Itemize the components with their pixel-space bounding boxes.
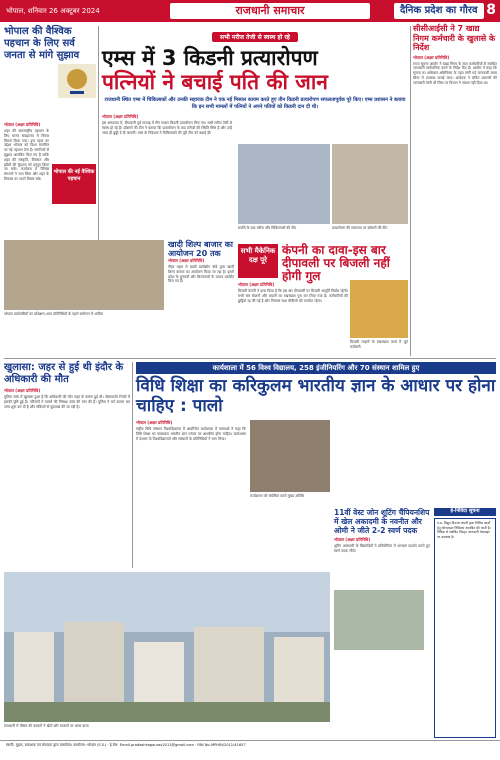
power-body: बिजली कंपनी ने दावा किया है कि इस बार दीपावली पर बिजली आपूर्ति निर्बाध रहेगी। सभी सब स्टेशनों और लाइनों का रखरखाव पूरा कर लिया गया है। कर्मचारियों की छुट्टियां रद्द की गई हैं और नियंत्रण कक्ष चौबीसों घंटे कार्यरत रहेगा। (238, 289, 348, 303)
row-divider (4, 358, 496, 359)
lead-kicker: सभी मरीज तेजी से स्वस्थ हो रहे (212, 32, 298, 42)
sport-photo (334, 590, 424, 650)
power-photo (350, 280, 408, 338)
column-divider (410, 26, 411, 356)
khadi-headline: खादी शिल्प बाजार का आयोजन 20 तक (168, 240, 233, 258)
lead-subheadline: राजधानी स्थित एम्स में चिकित्सकों और उनकी सहायक टीम ने एक नई मिसाल कायम करते हुए तीन किडनी प्रत्यारोपण सफलतापूर्वक पूरे किए। एम्स प्रशासन ने बताया कि इन सभी मामलों में पत्नियों ने अपने पतियों को किडनी दान दी थी। (104, 97, 406, 110)
page-number: 8 (486, 2, 496, 18)
masthead (0, 0, 500, 22)
right-story (413, 24, 497, 356)
lead-caption-left: सर्जरी के बाद मरीज और चिकित्सकों की टीम (238, 226, 297, 230)
khulasa-byline: भोपाल (अक्षर प्रतिनिधि) (4, 388, 41, 393)
khadi-byline: भोपाल (अक्षर प्रतिनिधि) (168, 258, 205, 263)
column-divider (132, 362, 133, 568)
notice-box (434, 518, 496, 738)
lead-headline-line2: पत्नियों ने बचाई पति की जान (102, 70, 328, 94)
vidhi-story (136, 420, 246, 570)
vidhi-photo (250, 420, 330, 492)
power-story-head (282, 243, 408, 283)
power-caption: बिजली लाइनों के रखरखाव कार्य में जुटे कर्मचारी (350, 340, 408, 349)
khulasa-body: पुलिस जांच में खुलासा हुआ है कि अधिकारी की मौत जहर के कारण हुई थी। पोस्टमार्टम रिपोर्ट में इसकी पुष्टि हुई है। परिजनों ने मामले की निष्पक्ष जांच की मांग की है। पुलिस ने मर्ग कायम कर जांच शुरू कर दी है और संदिग्धों से पूछताछ की जा रही है। (4, 395, 130, 409)
right-story-body: राज्य सूचना आयोग ने खाद्य निगम के सात कर्मचारियों से संबंधित जानकारी सार्वजनिक करने के निर्देश दिए हैं। आयोग ने कहा कि सूचना का अधिकार अधिनियम के तहत मांगी गई जानकारी समय सीमा में उपलब्ध कराई जाए। आवेदक ने लंबित प्रकरणों की जानकारी मांगी थी जिस पर विभाग ने जवाब नहीं दिया था। (413, 61, 497, 85)
lead-photo-right (332, 144, 408, 224)
issue-date: भोपाल, शनिवार 26 अक्टूबर 2024 (6, 6, 100, 15)
khadi-story (168, 240, 234, 310)
khulasa-story (4, 362, 130, 568)
vidhi-banner: कार्यशाला में 56 विश्व विद्यालय, 258 इंजीनियरिंग और 70 संस्थान शामिल हुए (136, 362, 496, 374)
power-story (238, 282, 348, 354)
right-story-headline: सीसीआईसी ने 7 खाद्य निगम कर्मचारी के खुलासे के निर्देश (413, 24, 496, 52)
vidhi-head (136, 376, 496, 420)
lead-byline: भोपाल (अक्षर प्रतिनिधि) (102, 114, 139, 119)
left-story-headline: भोपाल की वैश्विक पहचान के लिए सर्व जनता से मांगे सुझाव (4, 26, 80, 61)
notice-title: ई-निविदा सूचना (434, 508, 496, 516)
notice-body: म.प्र. विद्युत वितरण कंपनी द्वारा विभिन्न कार्यों हेतु ऑनलाइन निविदाएं आमंत्रित की जाती हैं। निविदा से संबंधित विस्तृत जानकारी वेबसाइट पर उपलब्ध है। (437, 521, 491, 539)
city-photo (4, 572, 330, 722)
right-story-byline: भोपाल (अक्षर प्रतिनिधि) (413, 54, 450, 60)
left-story-body: शहर की अंतरराष्ट्रीय पहचान के लिए मानव संग्रहालय में विचार विमर्श किया गया। इस पहल का उद्देश्य भोपाल को विश्व मानचित्र पर नई पहचान देना है। नागरिकों से सुझाव आमंत्रित किए गए हैं ताकि शहर की संस्कृति, विरासत और झीलों की सुंदरता को प्रस्तुत किया जा सके। कार्यक्रम में विभिन्न संगठनों ने भाग लिया और शहर के विकास पर अपने विचार रखे। (4, 129, 49, 181)
left-story-highlight-box: भोपाल की नई वैश्विक पहचान (52, 164, 96, 204)
vidhi-caption: कार्यशाला को संबोधित करते मुख्य अतिथि (250, 494, 305, 498)
power-story-tag: सभी मैकेनिक दक्ष पूरे (238, 244, 278, 278)
sport-body: शूटिंग अकादमी के खिलाड़ियों ने प्रतियोगिता में शानदार प्रदर्शन करते हुए स्वर्ण पदक जीते। (334, 544, 430, 553)
lead-headline-line1: एम्स में 3 किडनी प्रत्यारोपण (102, 46, 318, 70)
vidhi-headline: विधि शिक्षा का करिकुलम भारतीय ज्ञान के आधार पर होना चाहिए : पालो (136, 376, 496, 416)
lead-photo-left (238, 144, 330, 224)
power-headline: कंपनी का दावा-इस बार दीपावली पर बिजली नहीं होगी गुल (282, 243, 390, 283)
khadi-body: गौहर महल में खादी ग्रामोद्योग बोर्ड द्वारा खादी शिल्प बाजार का आयोजन किया जा रहा है। इसमें प्रदेश के बुनकरों और शिल्पकारों के उत्पाद प्रदर्शित किए गए हैं। (168, 265, 234, 284)
lead-body: इस अस्पताल में, दीपावली पूर्व सप्ताह में तीन सफल किडनी प्रत्यारोपण किए गए। सभी मरीज तेजी से स्वस्थ हो रहे हैं। डॉक्टरों की टीम ने बताया कि प्रत्यारोपण के बाद मरीजों की स्थिति स्थिर है और उन्हें जल्द ही छुट्टी दे दी जाएगी। एम्स के निदेशक ने चिकित्सकों की पूरी टीम को बधाई दी। (102, 121, 232, 135)
newspaper-tagline: दैनिक प्रदेश का गौरव (394, 3, 484, 19)
lead-caption-right: प्रत्यारोपण की सफलता पर डॉक्टरों की टीम (332, 226, 388, 230)
sport-headline: 11वीं वेस्ट जोन शूटिंग चैंपियनशिप में खेल अकादमी के नवनीत और ओमी ने जीते 2-2 स्वर्ण पदक (334, 508, 430, 535)
section-title: राजधानी समाचार (170, 3, 370, 19)
mid-photo-caption: भोपाल वार्डवासियों का प्रशिक्षण-आम प्रतिनिधियों के पहले सम्मेलन में शामिल (4, 312, 104, 316)
vidhi-byline: भोपाल (अक्षर प्रतिनिधि) (136, 420, 173, 425)
sport-byline: भोपाल (अक्षर प्रतिनिधि) (334, 537, 371, 542)
vidhi-body: राष्ट्रीय विधि संस्थान विश्वविद्यालय में आयोजित कार्यशाला में वक्ताओं ने कहा कि विधि शिक्षा का पाठ्यक्रम भारतीय ज्ञान परंपरा पर आधारित होना चाहिए। कार्यशाला में देशभर के विश्वविद्यालयों और संस्थानों के प्रतिनिधियों ने भाग लिया। (136, 427, 246, 441)
left-story-byline: भोपाल (अक्षर प्रतिनिधि) (4, 122, 41, 127)
mid-photo (4, 240, 164, 310)
khulasa-headline: खुलासा: जहर से हुई थी इंदौर के अधिकारी की मौत (4, 362, 124, 385)
left-story-logo (58, 64, 96, 98)
city-photo-caption: राजधानी में मौसम की करवटों ने खेतों और बाजारों पर असर डाला (4, 724, 89, 728)
power-byline: भोपाल (अक्षर प्रतिनिधि) (238, 282, 275, 287)
footer-imprint: स्वामी, मुद्रक, प्रकाशक एवं संपादक द्वारा प्रकाशित। कार्यालय: भोपाल (म.प्र.) · ई-मेल: Email-pradeshkagaurav2011@gmail.com · RNI No-MPHIN/2011/41657 (0, 740, 500, 760)
